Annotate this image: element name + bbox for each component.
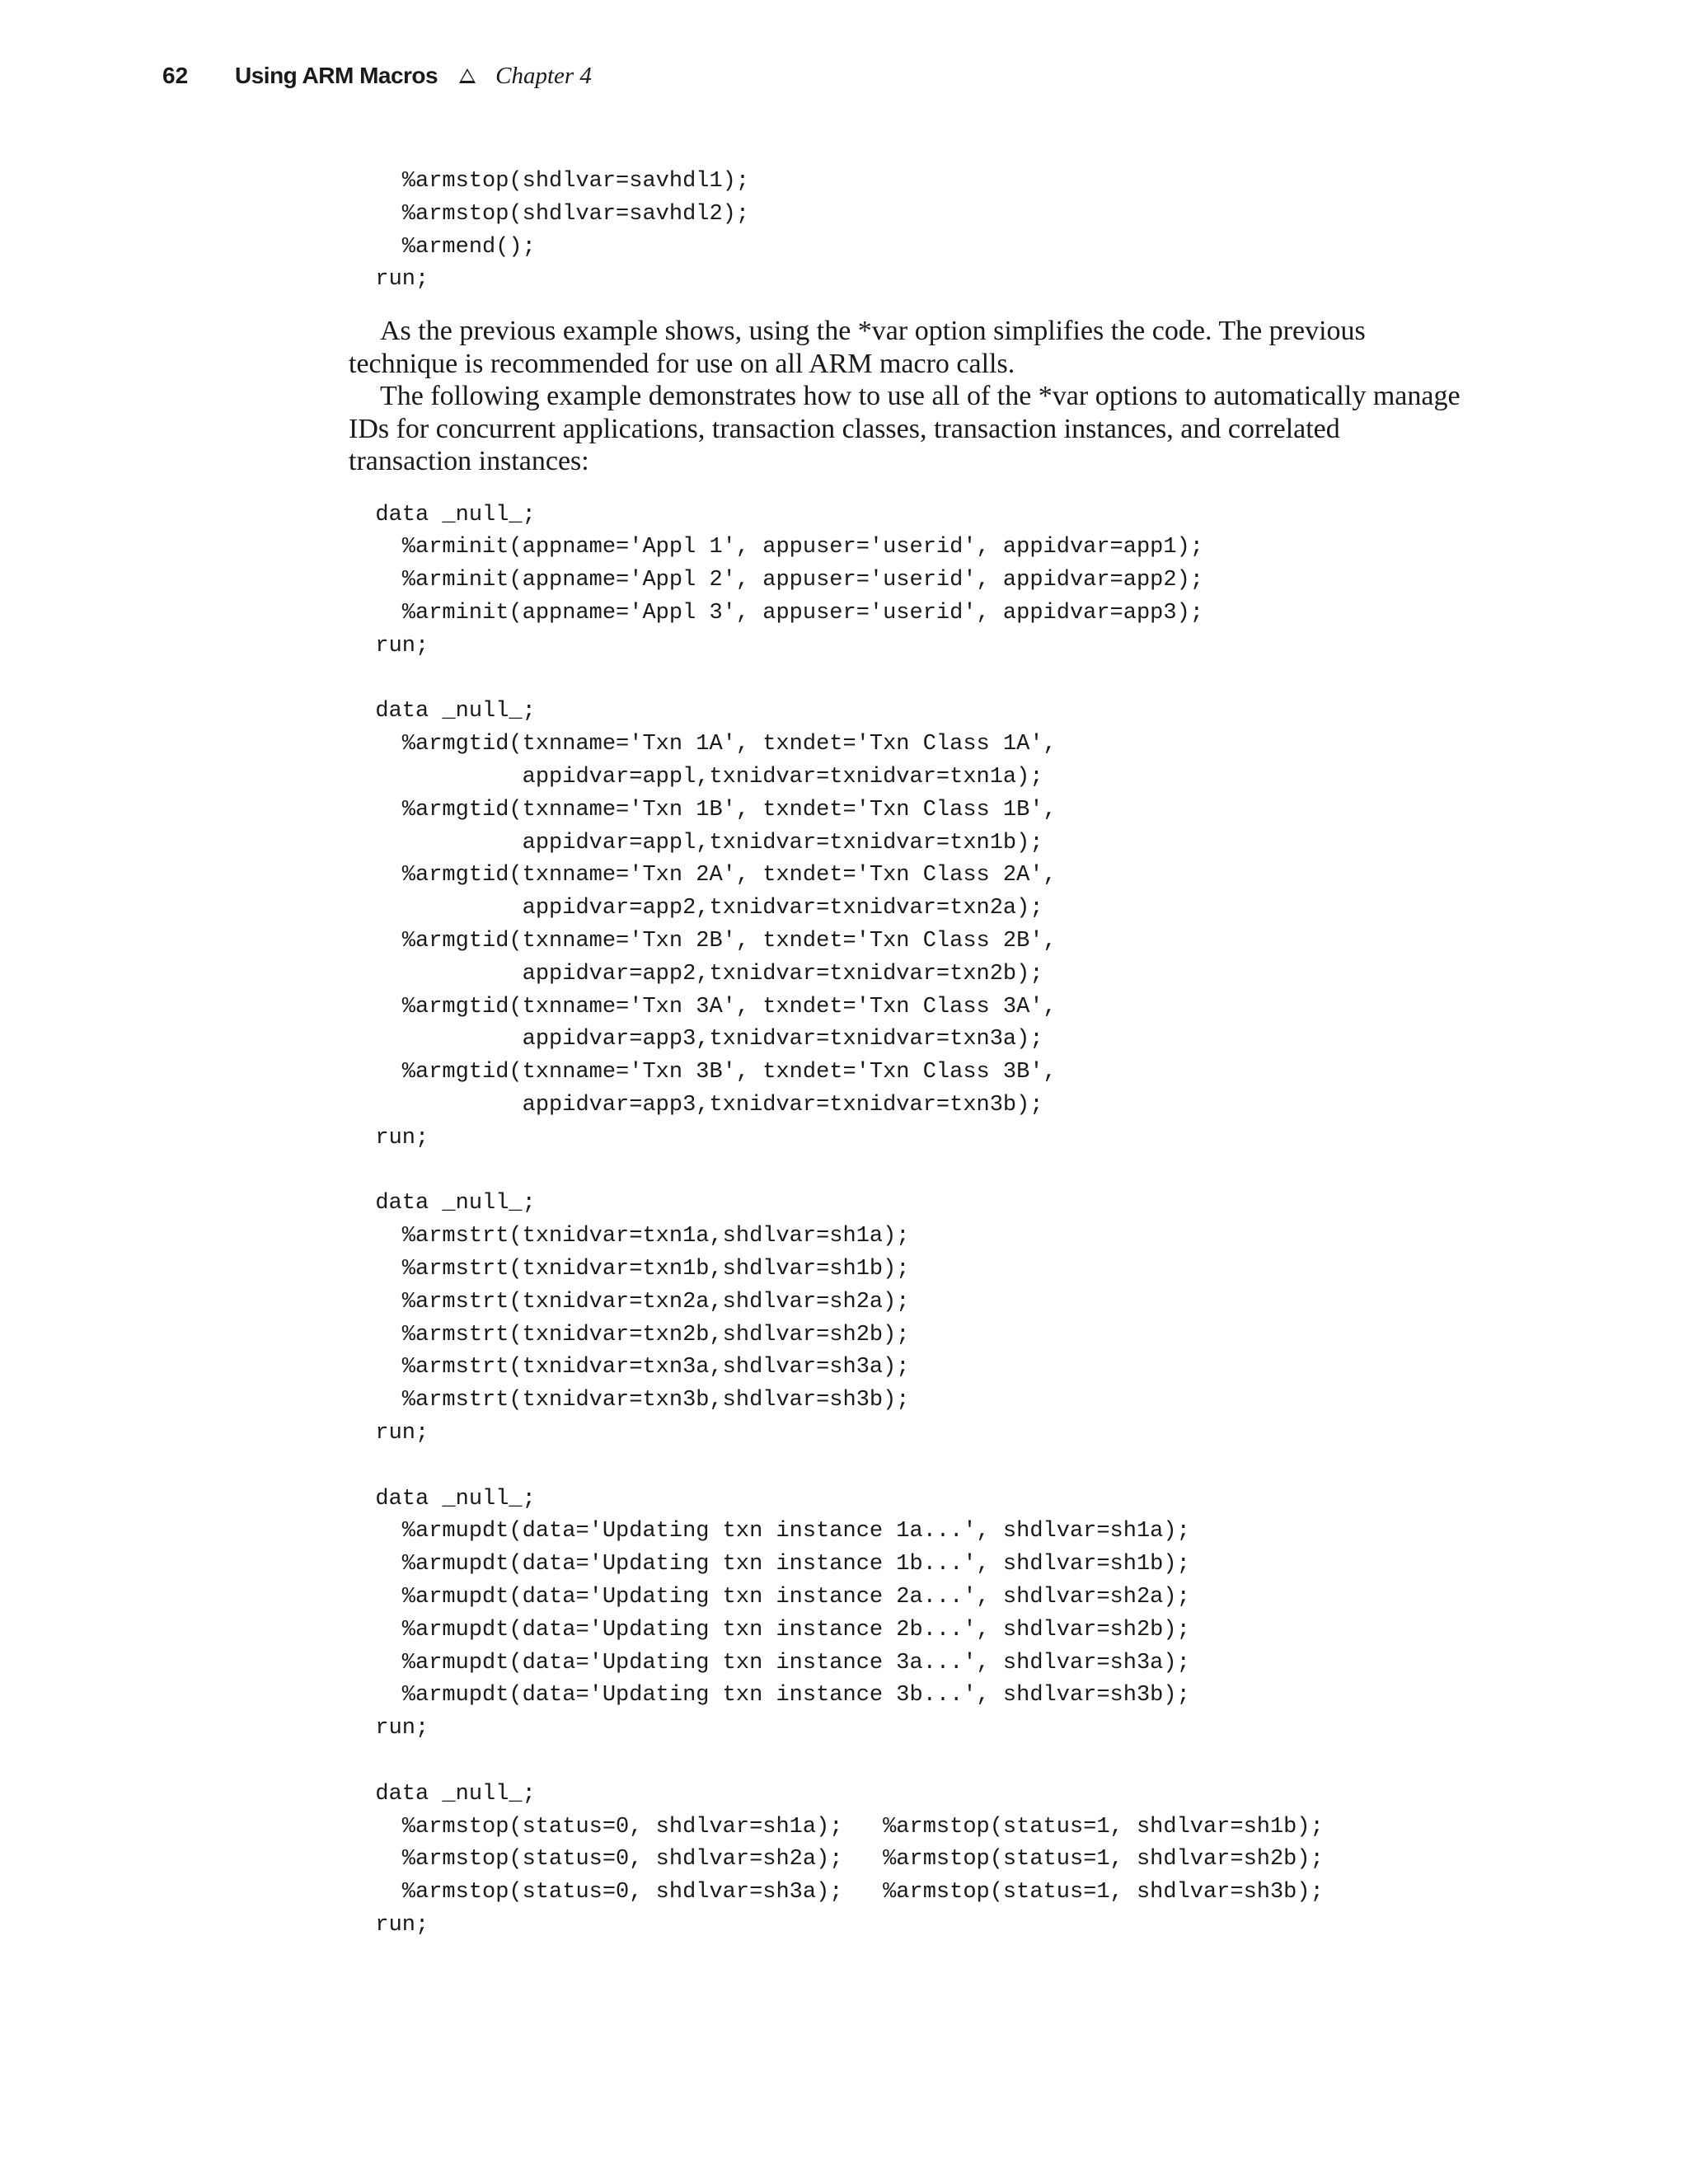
code-line: %armend(); [349, 234, 536, 260]
code-line: appidvar=appl,txnidvar=txnidvar=txn1b); [349, 830, 1043, 855]
page-content [349, 166, 1470, 1943]
code-line: run; [349, 267, 429, 293]
code-line: %armupdt(data='Updating txn instance 2b...', shdlvar=sh2b); [349, 1617, 1190, 1643]
code-line: %armstop(status=0, shdlvar=sh1a); %armstop(status=1, shdlvar=sh1b); [349, 1814, 1324, 1840]
running-title: Using ARM Macros [235, 63, 438, 88]
page-number: 62 [162, 63, 189, 88]
code-line: %armupdt(data='Updating txn instance 1b...', shdlvar=sh1b); [349, 1552, 1190, 1577]
blank-line [349, 663, 1470, 696]
code-line: %armupdt(data='Updating txn instance 3a...', shdlvar=sh3a); [349, 1650, 1190, 1675]
code-line: %arminit(appname='Appl 3', appuser='userid', appidvar=app3); [349, 601, 1203, 626]
code-line: %armstrt(txnidvar=txn2a,shdlvar=sh2a); [349, 1289, 910, 1315]
code-line: %armgtid(txnname='Txn 2A', txndet='Txn Class 2A', [349, 863, 1057, 888]
code-line: %armgtid(txnname='Txn 1B', txndet='Txn Class 1B', [349, 797, 1057, 823]
code-line: %armupdt(data='Updating txn instance 2a...', shdlvar=sh2a); [349, 1584, 1190, 1610]
code-line: %armgtid(txnname='Txn 3B', txndet='Txn Class 3B', [349, 1060, 1057, 1085]
code-line: run; [349, 1125, 429, 1151]
code-line: %armstop(status=0, shdlvar=sh2a); %armstop(status=1, shdlvar=sh2b); [349, 1847, 1324, 1872]
paragraph-2: The following example demonstrates how to use all of the *var options to automatically manage IDs for concurrent applications, transaction classes, transaction instances, and correlated transaction instances: [349, 381, 1461, 477]
code-line: appidvar=app2,txnidvar=txnidvar=txn2b); [349, 961, 1043, 987]
code-line: run; [349, 1716, 429, 1741]
code-line: %arminit(appname='Appl 2', appuser='userid', appidvar=app2); [349, 568, 1203, 593]
code-line: %armstrt(txnidvar=txn2b,shdlvar=sh2b); [349, 1322, 910, 1347]
code-line: run; [349, 1912, 429, 1938]
code-block-1 [349, 166, 1470, 297]
code-line: %armgtid(txnname='Txn 1A', txndet='Txn Class 1A', [349, 732, 1057, 757]
page-header [162, 59, 592, 92]
code-line: data _null_; [349, 699, 536, 724]
code-line: appidvar=app3,txnidvar=txnidvar=txn3b); [349, 1093, 1043, 1118]
code-line: data _null_; [349, 1486, 536, 1511]
code-line: run; [349, 633, 429, 658]
code-line: %armstop(shdlvar=savhdl1); [349, 169, 750, 194]
code-line: %armstrt(txnidvar=txn3b,shdlvar=sh3b); [349, 1388, 910, 1413]
code-line: %armstrt(txnidvar=txn1a,shdlvar=sh1a); [349, 1224, 910, 1249]
prose-section [349, 315, 1470, 478]
blank-line [349, 1746, 1470, 1779]
code-block-2 [349, 499, 1470, 1943]
blank-line [349, 1451, 1470, 1483]
blank-line [349, 1155, 1470, 1188]
code-line: data _null_; [349, 1781, 536, 1807]
code-line: appidvar=app2,txnidvar=txnidvar=txn2a); [349, 896, 1043, 921]
chapter-label: Chapter 4 [495, 62, 592, 89]
paragraph-1: As the previous example shows, using the *var option simplifies the code. The previous technique is recommended for use on all ARM macro calls. [349, 316, 1366, 379]
code-line: %armstrt(txnidvar=txn1b,shdlvar=sh1b); [349, 1257, 910, 1282]
code-line: data _null_; [349, 1191, 536, 1216]
code-line: %armgtid(txnname='Txn 3A', txndet='Txn Class 3A', [349, 994, 1057, 1019]
code-line: %armstop(status=0, shdlvar=sh3a); %armstop(status=1, shdlvar=sh3b); [349, 1880, 1324, 1905]
code-line: %armgtid(txnname='Txn 2B', txndet='Txn Class 2B', [349, 929, 1057, 954]
code-line: %armupdt(data='Updating txn instance 1a...', shdlvar=sh1a); [349, 1519, 1190, 1544]
code-line: %armstop(shdlvar=savhdl2); [349, 201, 750, 227]
triangle-icon [459, 68, 476, 83]
code-line: run; [349, 1421, 429, 1446]
code-line: %arminit(appname='Appl 1', appuser='userid', appidvar=app1); [349, 535, 1203, 560]
code-line: appidvar=appl,txnidvar=txnidvar=txn1a); [349, 765, 1043, 790]
code-line: data _null_; [349, 502, 536, 527]
code-line: appidvar=app3,txnidvar=txnidvar=txn3a); [349, 1027, 1043, 1052]
code-line: %armupdt(data='Updating txn instance 3b...', shdlvar=sh3b); [349, 1683, 1190, 1708]
code-line: %armstrt(txnidvar=txn3a,shdlvar=sh3a); [349, 1355, 910, 1380]
